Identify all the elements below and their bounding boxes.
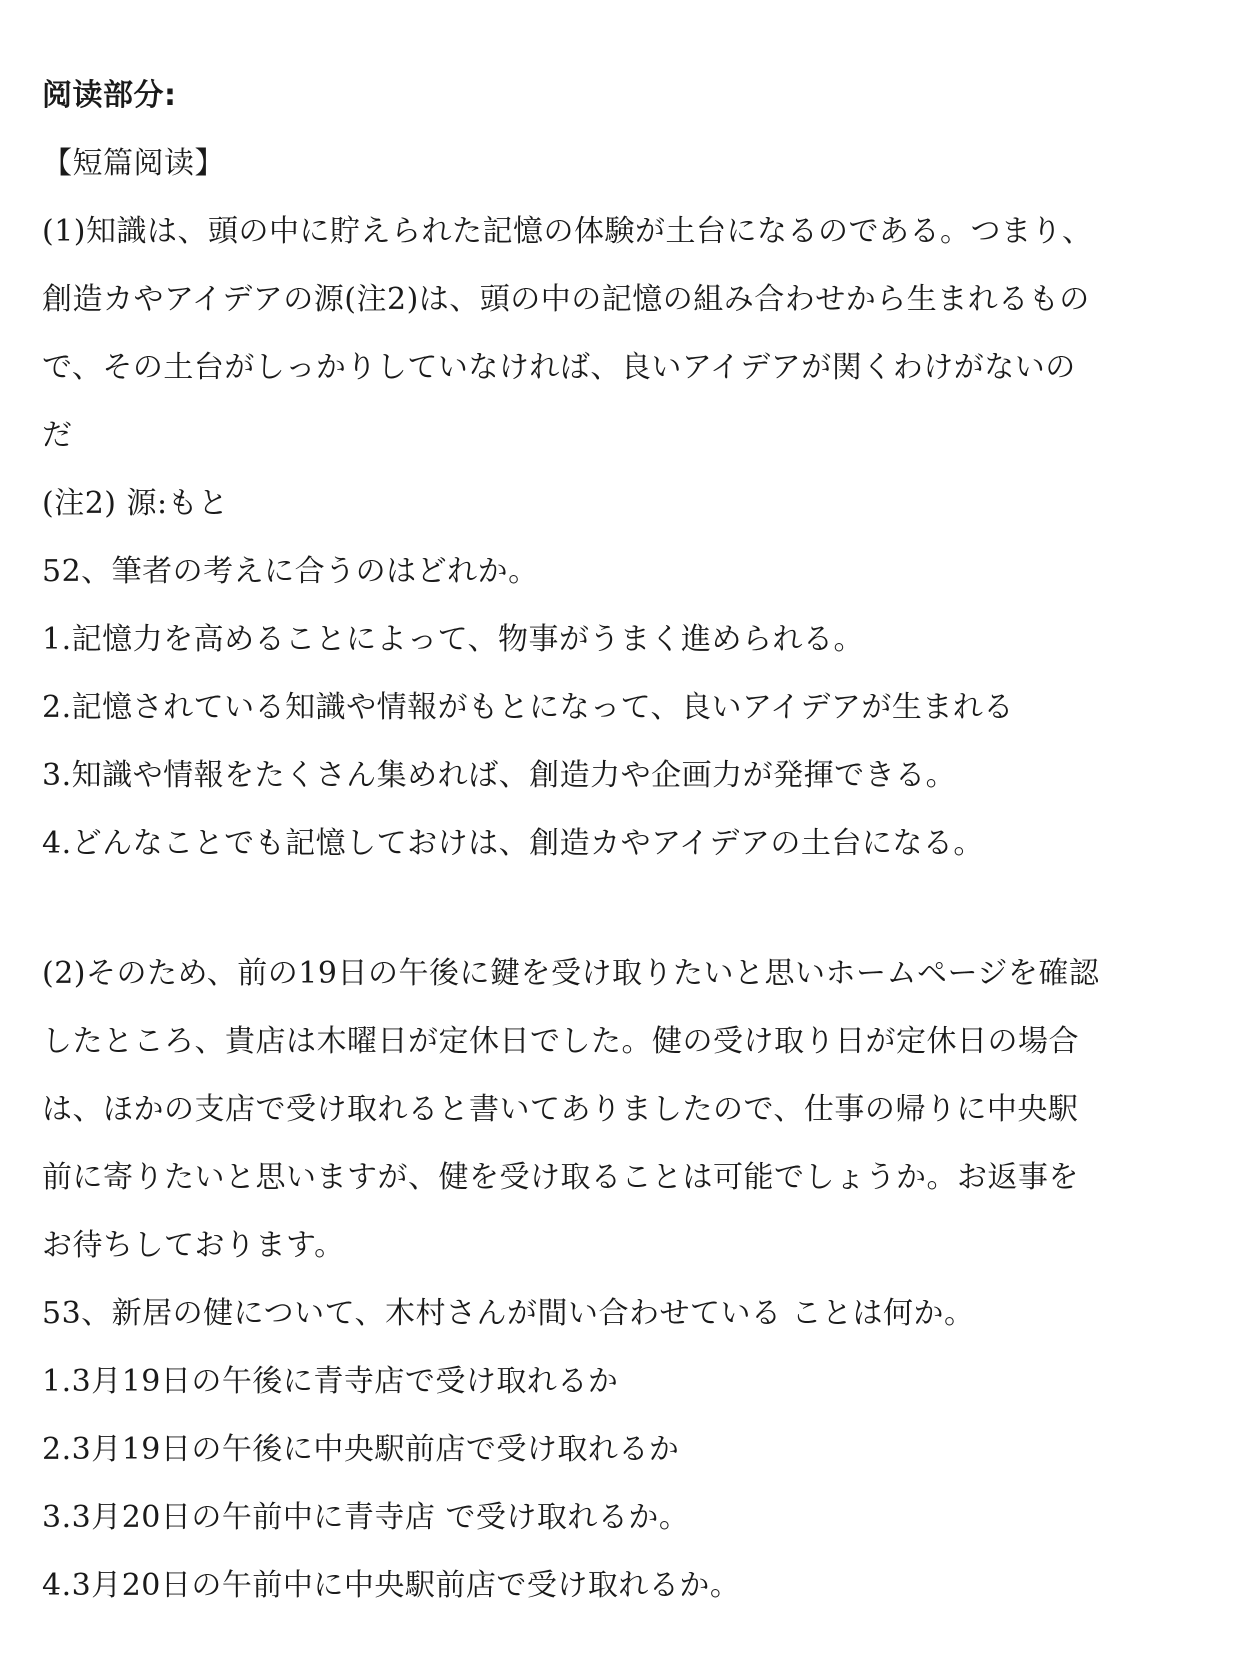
question-stem: 52、筆者の考えに合うのはどれか。 bbox=[42, 554, 539, 589]
passage-line: だ bbox=[42, 418, 73, 453]
reading-page bbox=[42, 62, 1212, 1620]
answer-option: 4.どんなことでも記憶しておけは、創造カやアイデアの土台になる。 bbox=[42, 826, 984, 861]
passage-2 bbox=[42, 940, 1212, 1280]
question-52 bbox=[42, 538, 1212, 878]
passage-line: (1)知識は、頭の中に貯えられた記憶の体験が土台になるのである。つまり、 bbox=[42, 214, 1093, 249]
section-gap bbox=[42, 878, 1212, 940]
section-title: 阅读部分: bbox=[42, 78, 177, 113]
passage-line: 前に寄りたいと思いますが、健を受け取ることは可能でしょうか。お返事を bbox=[42, 1160, 1079, 1195]
answer-option: 3.3月20日の午前中に青寺店 で受け取れるか。 bbox=[42, 1500, 690, 1535]
answer-option: 1.記憶力を高めることによって、物事がうまく進められる。 bbox=[42, 622, 865, 657]
question-53 bbox=[42, 1280, 1212, 1620]
answer-option: 3.知識や情報をたくさん集めれば、創造力や企画力が発揮できる。 bbox=[42, 758, 957, 793]
passage-line: で、その土台がしっかりしていなければ、良いアイデアが関くわけがないの bbox=[42, 350, 1076, 385]
passage-line: (2)そのため、前の19日の午後に鍵を受け取りたいと思いホームページを確認 bbox=[42, 956, 1100, 991]
answer-option: 2.記憶されている知識や情報がもとになって、良いアイデアが生まれる bbox=[42, 690, 1014, 725]
question-stem: 53、新居の健について、木村さんが間い合わせている ことは何か。 bbox=[42, 1296, 975, 1331]
passage-line: お待ちしております。 bbox=[42, 1228, 345, 1263]
passage-1 bbox=[42, 198, 1212, 538]
passage-line: 創造カやアイデアの源(注2)は、頭の中の記憶の組み合わせから生まれるもの bbox=[42, 282, 1090, 317]
answer-option: 1.3月19日の午後に青寺店で受け取れるか bbox=[42, 1364, 619, 1399]
answer-option: 2.3月19日の午後に中央駅前店で受け取れるか bbox=[42, 1432, 680, 1467]
passage-line: したところ、貴店は木曜日が定休日でした。健の受け取り日が定休日の場合 bbox=[42, 1024, 1079, 1059]
answer-option: 4.3月20日の午前中に中央駅前店で受け取れるか。 bbox=[42, 1568, 741, 1603]
passage-line: は、ほかの支店で受け取れると書いてありましたので、仕事の帰りに中央駅 bbox=[42, 1092, 1079, 1127]
section-subtitle: 【短篇阅读】 bbox=[42, 146, 225, 181]
footnote: (注2) 源:もと bbox=[42, 486, 229, 521]
